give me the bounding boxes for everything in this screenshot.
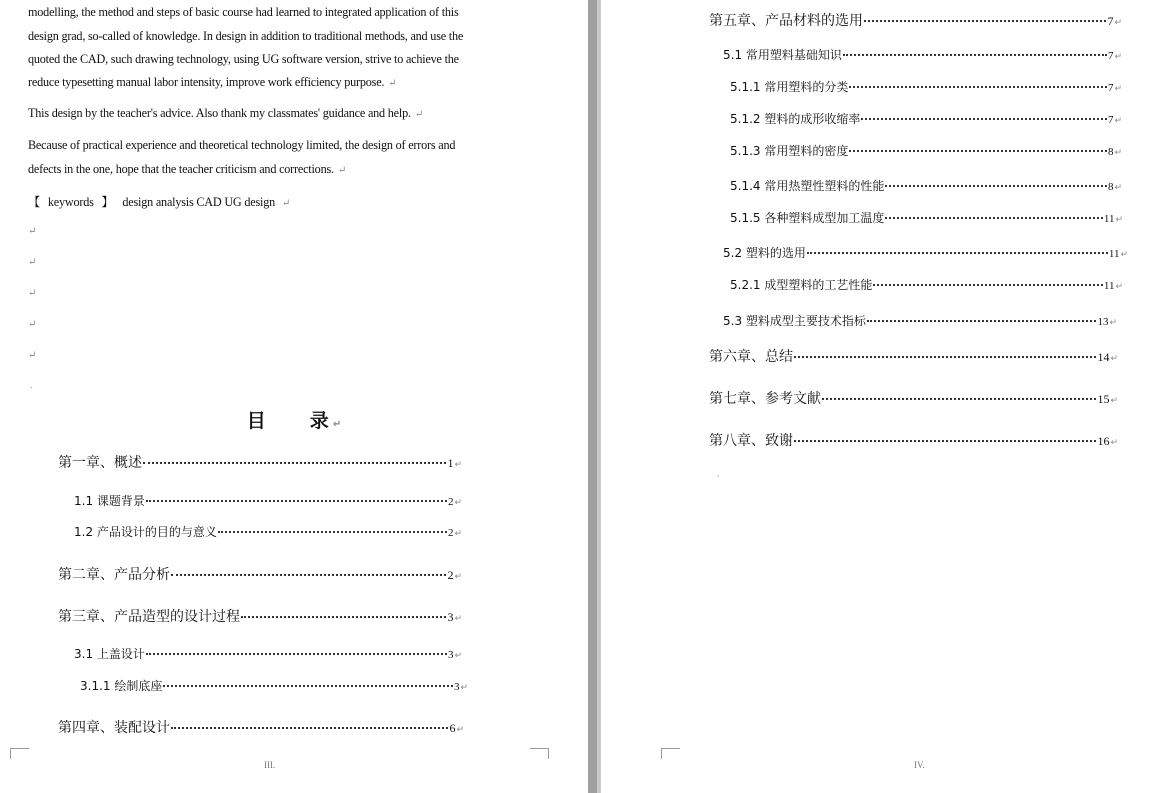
toc-entry[interactable] <box>709 388 1118 408</box>
toc-entry[interactable] <box>709 346 1118 366</box>
paragraph-mark: ↵ <box>454 498 462 508</box>
toc-leader-dots <box>146 653 447 655</box>
toc-entry[interactable] <box>730 142 1122 159</box>
toc-entry[interactable] <box>730 177 1122 194</box>
paragraph-mark: ↵ <box>454 572 462 582</box>
toc-entry-label: 5.1.1 常用塑料的分类 <box>730 80 849 94</box>
toc-leader-dots <box>794 356 1096 358</box>
keywords-bracket-open: 【 <box>28 195 40 209</box>
toc-entry[interactable] <box>58 717 464 737</box>
toc-entry-page: 2 <box>447 568 454 582</box>
toc-entry-label: 第六章、总结 <box>709 349 793 365</box>
toc-entry-label: 第四章、装配设计 <box>58 720 170 736</box>
margin-corner-mark <box>530 748 549 759</box>
toc-entry-label: 5.2 塑料的选用 <box>723 246 806 260</box>
paragraph-mark: ↵ <box>454 460 462 470</box>
margin-corner-mark <box>661 748 680 759</box>
toc-leader-dots <box>822 398 1096 400</box>
paragraph-mark: ↵ <box>454 651 462 661</box>
toc-title <box>0 406 588 433</box>
toc-leader-dots <box>861 118 1107 120</box>
toc-entry[interactable] <box>723 312 1117 329</box>
abstract-line-text: design grad, so-called of knowledge. In design in addition to traditional methods, and use the <box>28 29 464 43</box>
paragraph-mark: ↵ <box>1114 116 1122 126</box>
paragraph-mark: ↵ <box>454 529 462 539</box>
paragraph-mark: ↵ <box>1114 52 1122 62</box>
paragraph-mark: ↵ <box>1114 84 1122 94</box>
paragraph-mark: ↵ <box>332 419 342 430</box>
paragraph-mark: ↵ <box>414 109 424 120</box>
toc-entry-label: 第五章、产品材料的选用 <box>709 13 863 29</box>
paragraph-mark: ↵ <box>1110 396 1118 406</box>
paragraph-mark: ↵ <box>1114 18 1122 28</box>
keywords-label: keywords <box>47 195 94 209</box>
abstract-line <box>28 162 528 177</box>
keywords-bracket-close: 】 <box>101 195 114 209</box>
paragraph-mark: ↵ <box>1114 183 1122 193</box>
abstract-line-text: Because of practical experience and theoretical technology limited, the design of errors and <box>28 138 456 152</box>
toc-entry-label: 1.2 产品设计的目的与意义 <box>74 525 217 539</box>
paragraph-mark: ↵ <box>1114 148 1122 158</box>
toc-entry-label: 5.1 常用塑料基础知识 <box>723 48 842 62</box>
toc-leader-dots <box>146 500 447 502</box>
section-break-mark: . <box>30 381 33 390</box>
toc-entry-label: 5.1.3 常用塑料的密度 <box>730 144 849 158</box>
toc-entry-page: 3 <box>453 681 460 693</box>
page-number: IV. <box>914 760 925 770</box>
toc-entry[interactable] <box>58 606 462 626</box>
paragraph-mark: ↵ <box>456 725 464 735</box>
toc-entry-label: 3.1.1 绘制底座 <box>80 679 163 693</box>
toc-leader-dots <box>241 616 446 618</box>
paragraph-mark: ↵ <box>337 165 347 176</box>
abstract-line <box>28 5 528 20</box>
page-number-footer <box>264 760 275 770</box>
toc-leader-dots <box>867 320 1097 322</box>
empty-paragraph-mark: ↵ <box>28 226 37 237</box>
toc-entry-page: 3 <box>447 649 454 661</box>
toc-entry[interactable] <box>723 46 1122 63</box>
toc-leader-dots <box>794 440 1096 442</box>
toc-entry[interactable] <box>74 645 462 662</box>
abstract-line-text: reduce typesetting manual labor intensity, improve work efficiency purpose. <box>28 75 385 89</box>
toc-entry[interactable] <box>723 244 1128 261</box>
toc-entry-label: 1.1 课题背景 <box>74 494 145 508</box>
toc-entry-page: 11 <box>1103 280 1115 292</box>
abstract-line <box>28 52 528 67</box>
toc-leader-dots <box>143 462 446 464</box>
abstract-line-text: modelling, the method and steps of basic course had learned to integrated application of this <box>28 5 459 19</box>
toc-title-part2: 录 <box>309 410 329 432</box>
toc-entry-label: 5.1.5 各种塑料成型加工温度 <box>730 211 885 225</box>
toc-leader-dots <box>218 531 447 533</box>
toc-entry-page: 14 <box>1097 350 1110 364</box>
paragraph-mark: ↵ <box>460 683 468 693</box>
toc-entry-page: 11 <box>1108 248 1120 260</box>
toc-entry-page: 1 <box>447 456 454 470</box>
toc-entry-page: 3 <box>447 610 454 624</box>
keywords-line <box>28 193 528 210</box>
paragraph-mark: ↵ <box>1110 354 1118 364</box>
toc-entry-page: 2 <box>447 496 454 508</box>
toc-entry[interactable] <box>58 452 462 472</box>
toc-entry-label: 3.1 上盖设计 <box>74 647 145 661</box>
toc-entry-page: 8 <box>1107 146 1114 158</box>
toc-entry-label: 第八章、致谢 <box>709 433 793 449</box>
page-number: III. <box>264 760 276 770</box>
toc-entry-page: 16 <box>1097 434 1110 448</box>
toc-entry-page: 7 <box>1107 50 1114 62</box>
toc-leader-dots <box>873 284 1103 286</box>
margin-corner-mark <box>10 748 29 759</box>
toc-leader-dots <box>843 54 1107 56</box>
toc-entry-label: 5.1.4 常用热塑性塑料的性能 <box>730 179 885 193</box>
paragraph-mark: ↵ <box>388 78 397 89</box>
paragraph-mark: ↵ <box>1120 250 1128 260</box>
toc-entry-page: 6 <box>449 721 456 735</box>
paragraph-mark: ↵ <box>1109 318 1117 328</box>
toc-entry-label: 第三章、产品造型的设计过程 <box>58 609 240 625</box>
toc-entry[interactable] <box>74 523 462 540</box>
toc-entry[interactable] <box>730 78 1122 95</box>
toc-leader-dots <box>885 185 1107 187</box>
toc-leader-dots <box>885 217 1103 219</box>
toc-entry[interactable] <box>709 10 1122 30</box>
toc-entry-page: 13 <box>1097 316 1109 328</box>
toc-leader-dots <box>171 727 448 729</box>
paragraph-mark: ↵ <box>281 198 291 209</box>
toc-leader-dots <box>163 685 453 687</box>
toc-entry-page: 7 <box>1107 82 1114 94</box>
toc-entry-page: 15 <box>1097 392 1110 406</box>
toc-entry[interactable] <box>730 110 1122 127</box>
paragraph-mark: ↵ <box>1115 282 1123 292</box>
abstract-line <box>28 138 528 153</box>
toc-entry[interactable] <box>730 209 1123 226</box>
toc-entry-page: 8 <box>1107 181 1114 193</box>
toc-entry-label: 第七章、参考文献 <box>709 391 821 407</box>
toc-leader-dots <box>849 150 1107 152</box>
abstract-line-text: defects in the one, hope that the teacher criticism and corrections. <box>28 162 334 176</box>
toc-entry[interactable] <box>730 276 1123 293</box>
paragraph-mark: ↵ <box>1110 438 1118 448</box>
empty-paragraph-mark: ↵ <box>28 319 37 330</box>
keywords-value: design analysis CAD UG design <box>122 195 276 209</box>
toc-entry-label: 5.2.1 成型塑料的工艺性能 <box>730 278 873 292</box>
empty-paragraph-mark: ↵ <box>28 288 37 299</box>
toc-entry-page: 7 <box>1107 114 1114 126</box>
toc-entry-page: 7 <box>1107 14 1114 28</box>
toc-leader-dots <box>864 20 1106 22</box>
paragraph-mark: ↵ <box>1115 215 1123 225</box>
document-page-right[interactable] <box>601 0 1152 793</box>
empty-paragraph-mark: ↵ <box>28 350 37 361</box>
acknowledgement-line <box>28 106 528 121</box>
paragraph-mark: ↵ <box>454 614 462 624</box>
toc-title-part1: 目 <box>246 410 266 432</box>
toc-leader-dots <box>171 574 446 576</box>
toc-entry[interactable] <box>80 677 468 694</box>
abstract-line <box>28 29 528 44</box>
toc-entry-page: 11 <box>1103 213 1115 225</box>
page-number-footer <box>914 760 925 770</box>
toc-entry[interactable] <box>74 492 462 509</box>
empty-paragraph-mark: ↵ <box>28 257 37 268</box>
toc-entry-label: 5.3 塑料成型主要技术指标 <box>723 314 866 328</box>
toc-entry[interactable] <box>709 430 1118 450</box>
toc-leader-dots <box>807 252 1108 254</box>
abstract-line-text: This design by the teacher's advice. Also thank my classmates' guidance and help. <box>28 106 411 120</box>
abstract-line-text: quoted the CAD, such drawing technology, using UG software version, strive to achieve the <box>28 52 459 66</box>
toc-entry-label: 第二章、产品分析 <box>58 567 170 583</box>
toc-entry[interactable] <box>58 564 462 584</box>
toc-entry-label: 第一章、概述 <box>58 455 142 471</box>
toc-leader-dots <box>849 86 1107 88</box>
section-break-mark: ' <box>717 474 720 483</box>
toc-entry-label: 5.1.2 塑料的成形收缩率 <box>730 112 861 126</box>
abstract-line <box>28 75 528 90</box>
toc-entry-page: 2 <box>447 527 454 539</box>
